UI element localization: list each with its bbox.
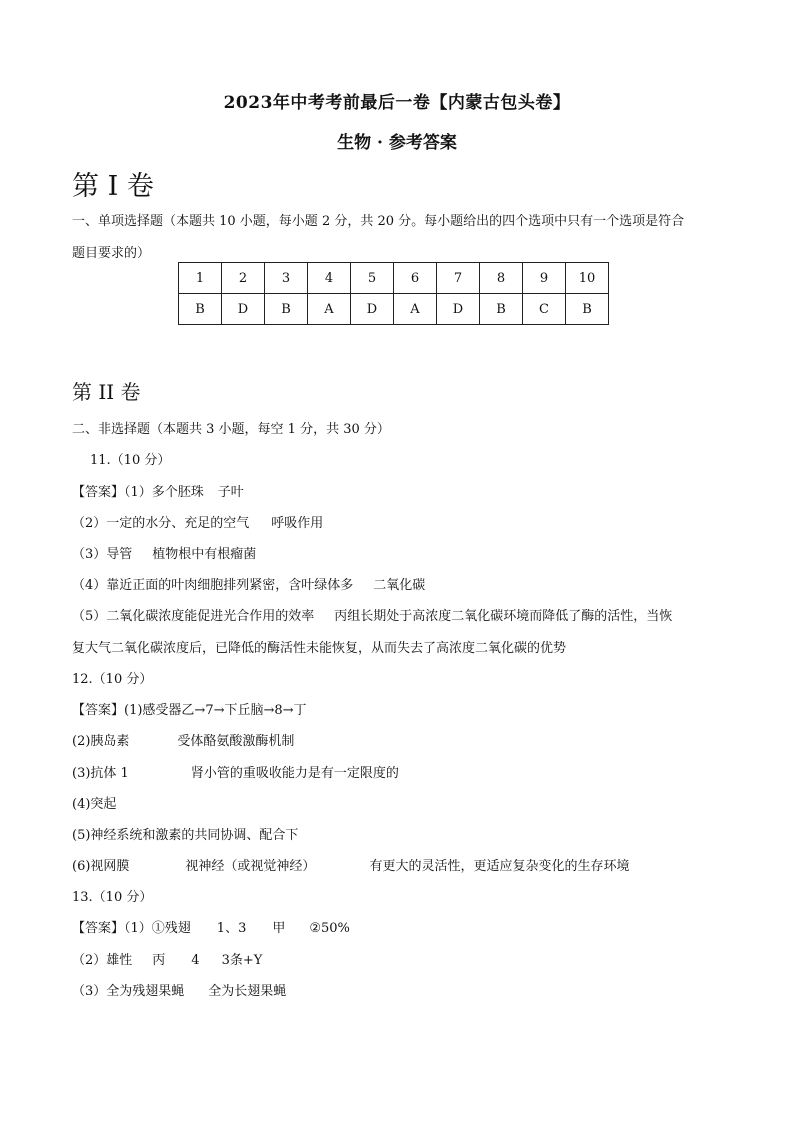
answer-text: 3条+Y (221, 953, 263, 968)
answer-cell: A (308, 294, 351, 325)
answer-text: 呼吸作用 (271, 516, 324, 531)
question-number-cell: 2 (222, 263, 265, 294)
q12-answer-1 (72, 699, 307, 718)
q12-answer-4: (4)突起 (72, 797, 117, 812)
answer-table-number-row (179, 263, 609, 294)
answer-text: （1）多个胚珠 (124, 485, 204, 500)
answer-text: 丙组长期处于高浓度二氧化碳环境而降低了酶的活性，当恢 (334, 609, 673, 624)
answer-cell: B (179, 294, 222, 325)
part1-heading: 第 I 卷 (72, 171, 154, 202)
answer-text: (3)抗体 1 (72, 766, 129, 781)
q13-answer-3 (72, 980, 286, 999)
answer-text: 4 (191, 953, 200, 968)
answer-cell: D (222, 294, 265, 325)
q11-answer-1 (72, 481, 244, 500)
answer-cell: B (480, 294, 523, 325)
answer-prefix: 【答案】 (72, 921, 125, 936)
question-number-cell: 5 (351, 263, 394, 294)
answer-table (178, 262, 609, 325)
answer-cell: C (523, 294, 566, 325)
answer-text: 二氧化碳 (373, 578, 426, 593)
answer-prefix: 【答案】 (72, 485, 125, 500)
q13-answer-1 (72, 917, 350, 936)
q12-answer-3 (72, 762, 399, 781)
section1-line2: 题目要求的） (72, 246, 151, 261)
answer-text: 1、3 (216, 921, 247, 936)
answer-cell: B (566, 294, 609, 325)
answer-text: （4）靠近正面的叶肉细胞排列紧密，含叶绿体多 (72, 578, 354, 593)
question-number-cell: 1 (179, 263, 222, 294)
q11-answer-5-continued: 复大气二氧化碳浓度后，已降低的酶活性未能恢复，从而失去了高浓度二氧化碳的优势 (72, 641, 567, 656)
answer-text: (1)感受器乙→7→下丘脑→8→丁 (124, 703, 307, 718)
answer-text: 肾小管的重吸收能力是有一定限度的 (190, 766, 399, 781)
q11-answer-4 (72, 574, 425, 593)
answer-text: (2)胰岛素 (72, 734, 130, 749)
page-subtitle: 生物 · 参考答案 (337, 133, 457, 153)
question-number-cell: 4 (308, 263, 351, 294)
q12-answer-2 (72, 730, 294, 749)
answer-text: （2）一定的水分、充足的空气 (72, 516, 250, 531)
answer-cell: D (351, 294, 394, 325)
answer-text: 视神经（或视觉神经） (185, 859, 316, 874)
answer-text: （3）全为残翅果蝇 (72, 984, 185, 999)
answer-table-answer-row (179, 294, 609, 325)
question-number-cell: 9 (523, 263, 566, 294)
q11-answer-3 (72, 543, 256, 562)
page-title: 2023年中考考前最后一卷【内蒙古包头卷】 (223, 93, 571, 113)
question-number-cell: 7 (437, 263, 480, 294)
answer-text: （5）二氧化碳浓度能促进光合作用的效率 (72, 609, 315, 624)
answer-text: 子叶 (217, 485, 244, 500)
answer-text: ②50% (309, 921, 350, 936)
part2-section-instructions: 二、非选择题（本题共 3 小题，每空 1 分，共 30 分） (72, 422, 390, 437)
answer-text: 有更大的灵活性，更适应复杂变化的生存环境 (369, 859, 630, 874)
answer-text: 丙 (152, 953, 166, 968)
q11-answer-2 (72, 512, 323, 531)
answer-text: （3）导管 (72, 547, 133, 562)
question-number-cell: 8 (480, 263, 523, 294)
answer-text: （1）①残翅 (124, 921, 191, 936)
q11-label: 11.（10 分） (90, 453, 171, 468)
part1-section-instructions (72, 206, 732, 270)
answer-text: 全为长翅果蝇 (208, 984, 287, 999)
answer-text: 植物根中有根瘤菌 (152, 547, 257, 562)
answer-text: 甲 (272, 921, 286, 936)
question-number-cell: 10 (566, 263, 609, 294)
answer-text: （2）雄性 (72, 953, 133, 968)
question-number-cell: 3 (265, 263, 308, 294)
q12-answer-5: (5)神经系统和激素的共同协调、配合下 (72, 828, 299, 843)
answer-cell: D (437, 294, 480, 325)
part2-heading: 第 II 卷 (72, 380, 141, 404)
answer-text: 受体酪氨酸激酶机制 (177, 734, 295, 749)
answer-text: (6)视网膜 (72, 859, 130, 874)
answer-prefix: 【答案】 (72, 703, 125, 718)
answer-cell: B (265, 294, 308, 325)
section1-line1: 一、单项选择题（本题共 10 小题，每小题 2 分，共 20 分。每小题给出的四个选项中只有一个选项是符合 (72, 214, 685, 229)
q12-answer-6 (72, 855, 629, 874)
q11-answer-5 (72, 605, 672, 624)
q13-answer-2 (72, 949, 262, 968)
q13-label: 13.（10 分） (72, 890, 153, 905)
answer-cell: A (394, 294, 437, 325)
q12-label: 12.（10 分） (72, 672, 153, 687)
question-number-cell: 6 (394, 263, 437, 294)
